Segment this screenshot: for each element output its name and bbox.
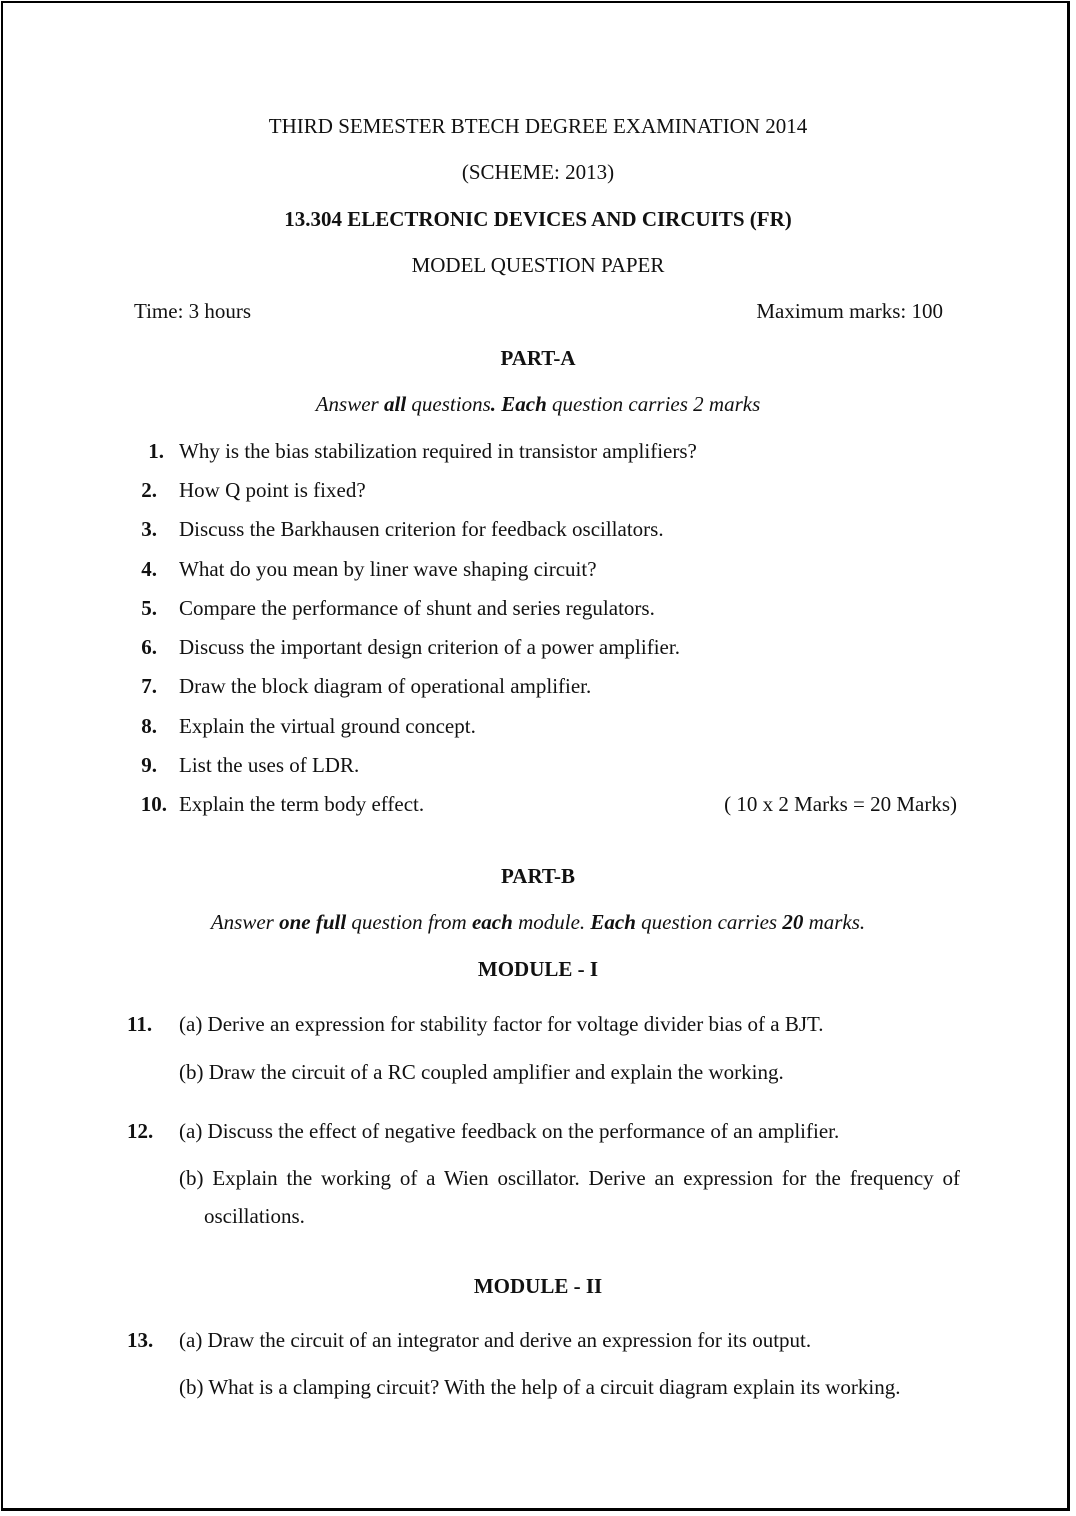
question-12-b-continued: oscillations. (204, 1204, 305, 1228)
question-text: Draw the block diagram of operational amplifier. (179, 674, 592, 698)
part-b-title: PART-B (501, 864, 575, 888)
question-number: 7. (141, 674, 157, 698)
question-number: 13. (127, 1328, 154, 1352)
question-text: Explain the virtual ground concept. (179, 714, 476, 738)
question-number: 5. (141, 596, 157, 620)
question-text: How Q point is fixed? (179, 478, 366, 502)
module-1-title: MODULE - I (477, 957, 599, 981)
paper-type: MODEL QUESTION PAPER (411, 253, 665, 277)
question-number: 1. (148, 439, 164, 463)
scheme: (SCHEME: 2013) (461, 160, 615, 184)
question-text: List the uses of LDR. (179, 753, 360, 777)
module-2-title: MODULE - II (473, 1274, 603, 1298)
question-number: 10. (140, 792, 167, 816)
course-title: 13.304 ELECTRONIC DEVICES AND CIRCUITS (FR) (284, 207, 792, 231)
question-number: 2. (141, 478, 157, 502)
question-number: 4. (141, 557, 157, 581)
question-text: What do you mean by liner wave shaping circuit? (179, 557, 597, 581)
question-13-a: (a) Draw the circuit of an integrator and derive an expression for its output. (179, 1328, 812, 1352)
question-number: 8. (141, 714, 157, 738)
question-number: 11. (127, 1012, 153, 1036)
part-a-instructions: Answer all questions. Each question carries 2 marks (315, 392, 761, 416)
exam-title: THIRD SEMESTER BTECH DEGREE EXAMINATION 2014 (268, 114, 808, 138)
question-12-b: (b) Explain the working of a Wien oscillator. Derive an expression for the frequency of (179, 1166, 960, 1190)
question-text: Discuss the Barkhausen criterion for feedback oscillators. (179, 517, 664, 541)
time-duration: Time: 3 hours (134, 299, 252, 323)
question-number: 3. (141, 517, 157, 541)
part-a-marks-summary: ( 10 x 2 Marks = 20 Marks) (724, 792, 957, 816)
question-11-b: (b) Draw the circuit of a RC coupled amplifier and explain the working. (179, 1060, 784, 1084)
question-text: Discuss the important design criterion of a power amplifier. (179, 635, 680, 659)
question-text: Why is the bias stabilization required in transistor amplifiers? (179, 439, 697, 463)
part-a-title: PART-A (500, 346, 576, 370)
maximum-marks: Maximum marks: 100 (756, 299, 943, 323)
question-number: 12. (127, 1119, 154, 1143)
question-text: Compare the performance of shunt and series regulators. (179, 596, 655, 620)
question-number: 9. (141, 753, 157, 777)
question-12-a: (a) Discuss the effect of negative feedback on the performance of an amplifier. (179, 1119, 840, 1143)
question-number: 6. (141, 635, 157, 659)
question-13-b: (b) What is a clamping circuit? With the help of a circuit diagram explain its working. (179, 1375, 901, 1399)
question-text: Explain the term body effect. (179, 792, 425, 816)
question-11-a: (a) Derive an expression for stability factor for voltage divider bias of a BJT. (179, 1012, 824, 1036)
part-b-instructions: Answer one full question from each module. Each question carries 20 marks. (210, 910, 866, 934)
